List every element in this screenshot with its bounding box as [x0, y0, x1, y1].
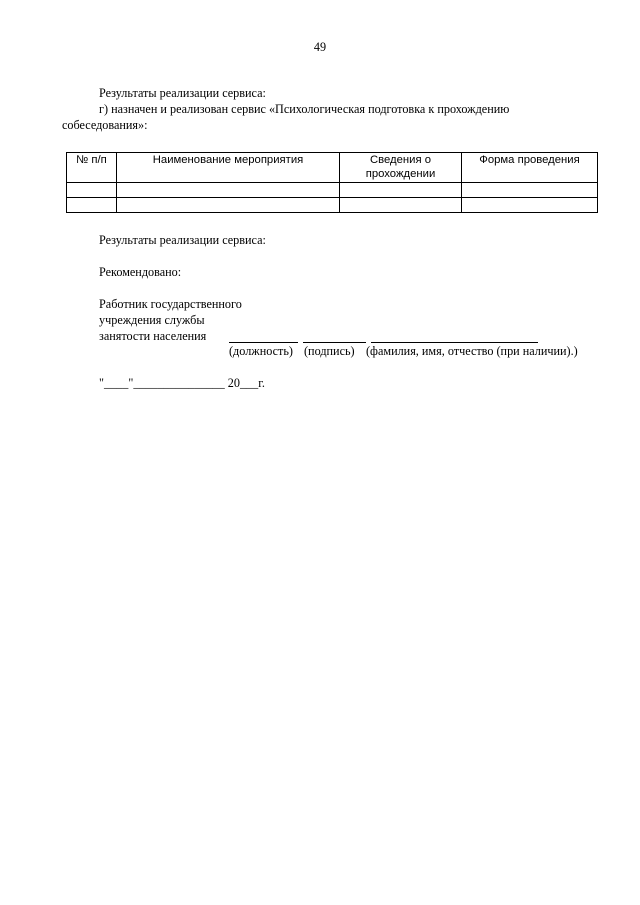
header-number: № п/п [67, 153, 117, 183]
table-row [67, 183, 598, 198]
signatory-line-1: Работник государственного [99, 297, 242, 311]
header-completion-info: Сведения о прохождении [340, 153, 462, 183]
signatory-line-2: учреждения службы [99, 313, 205, 327]
full-name-caption: (фамилия, имя, отчество (при наличии).) [366, 344, 578, 358]
table-cell [462, 198, 598, 213]
results-label: Результаты реализации сервиса: [99, 86, 266, 100]
results-label: Результаты реализации сервиса: [99, 233, 266, 247]
table-cell [67, 198, 117, 213]
header-event-name: Наименование мероприятия [117, 153, 340, 183]
signature-caption: (подпись) [304, 344, 355, 358]
table-cell [340, 198, 462, 213]
service-description-line-2: собеседования»: [62, 118, 148, 132]
position-blank-line [229, 342, 298, 343]
table-cell [117, 198, 340, 213]
events-table [66, 152, 598, 213]
recommended-label: Рекомендовано: [99, 265, 182, 279]
table-row [67, 198, 598, 213]
table-cell [67, 183, 117, 198]
header-format: Форма проведения [462, 153, 598, 183]
signature-blank-line [303, 342, 366, 343]
date-line: "____"_______________ 20___г. [99, 376, 265, 390]
table-cell [340, 183, 462, 198]
table-cell [462, 183, 598, 198]
service-description-line-1: г) назначен и реализован сервис «Психологическая подготовка к прохождению [99, 102, 510, 116]
table-cell [117, 183, 340, 198]
full-name-blank-line [371, 342, 538, 343]
table-header-row [67, 153, 598, 183]
page-number: 49 [313, 40, 327, 54]
position-caption: (должность) [229, 344, 293, 358]
signatory-line-3: занятости населения [99, 329, 207, 343]
